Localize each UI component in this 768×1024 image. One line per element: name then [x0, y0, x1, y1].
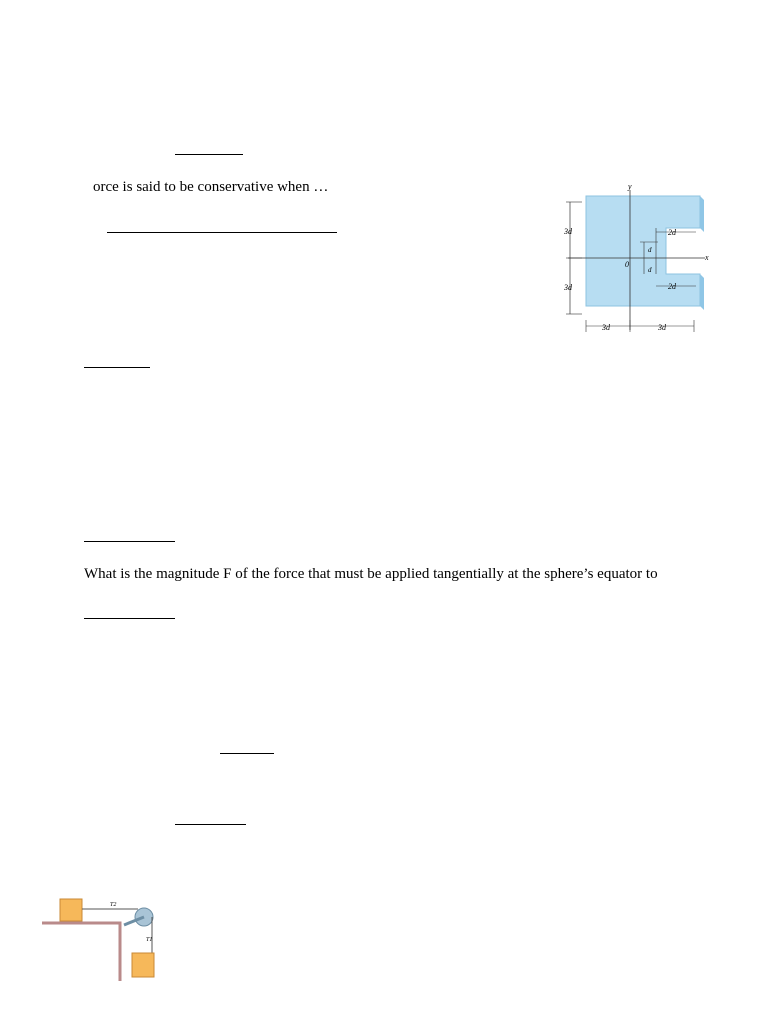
- pulley-figure: [40, 895, 160, 987]
- dim-bottom-left-width-label: 3d: [602, 323, 610, 332]
- plate-edge: [700, 196, 704, 310]
- blank-line-3: [84, 367, 150, 368]
- y-axis-label: y: [628, 182, 632, 191]
- blank-line-5: [84, 618, 175, 619]
- plate-figure: [558, 180, 718, 340]
- table-surface: [42, 923, 120, 981]
- dim-bottom-right-width-label: 3d: [658, 323, 666, 332]
- dim-top-left-label: 3d: [564, 227, 572, 236]
- dim-slot-top-label: 2d: [668, 228, 676, 237]
- dim-slot-upper-d-label: d: [648, 246, 652, 254]
- conservative-force-text: orce is said to be conservative when …: [93, 179, 329, 195]
- tension-t1-label: T1: [146, 937, 153, 943]
- block-on-table: [60, 899, 82, 921]
- hanging-block: [132, 953, 154, 977]
- origin-label: 0: [625, 260, 629, 269]
- blank-line-7: [175, 824, 246, 825]
- dim-slot-bottom-label: 2d: [668, 282, 676, 291]
- x-axis-label: x: [705, 253, 709, 262]
- dim-bottom-left-label: 3d: [564, 283, 572, 292]
- dim-slot-lower-d-label: d: [648, 266, 652, 274]
- plate-shape: [586, 196, 700, 306]
- pulley-diagram: [40, 895, 160, 987]
- blank-line-6: [220, 753, 274, 754]
- sphere-question-text: What is the magnitude F of the force that must be applied tangentially at the sphere’s equator to: [84, 566, 658, 582]
- plate-diagram: [558, 180, 718, 340]
- tension-t2-label: T2: [110, 902, 117, 908]
- blank-line-2: [107, 232, 337, 233]
- blank-line-1: [175, 154, 243, 155]
- blank-line-4: [84, 541, 175, 542]
